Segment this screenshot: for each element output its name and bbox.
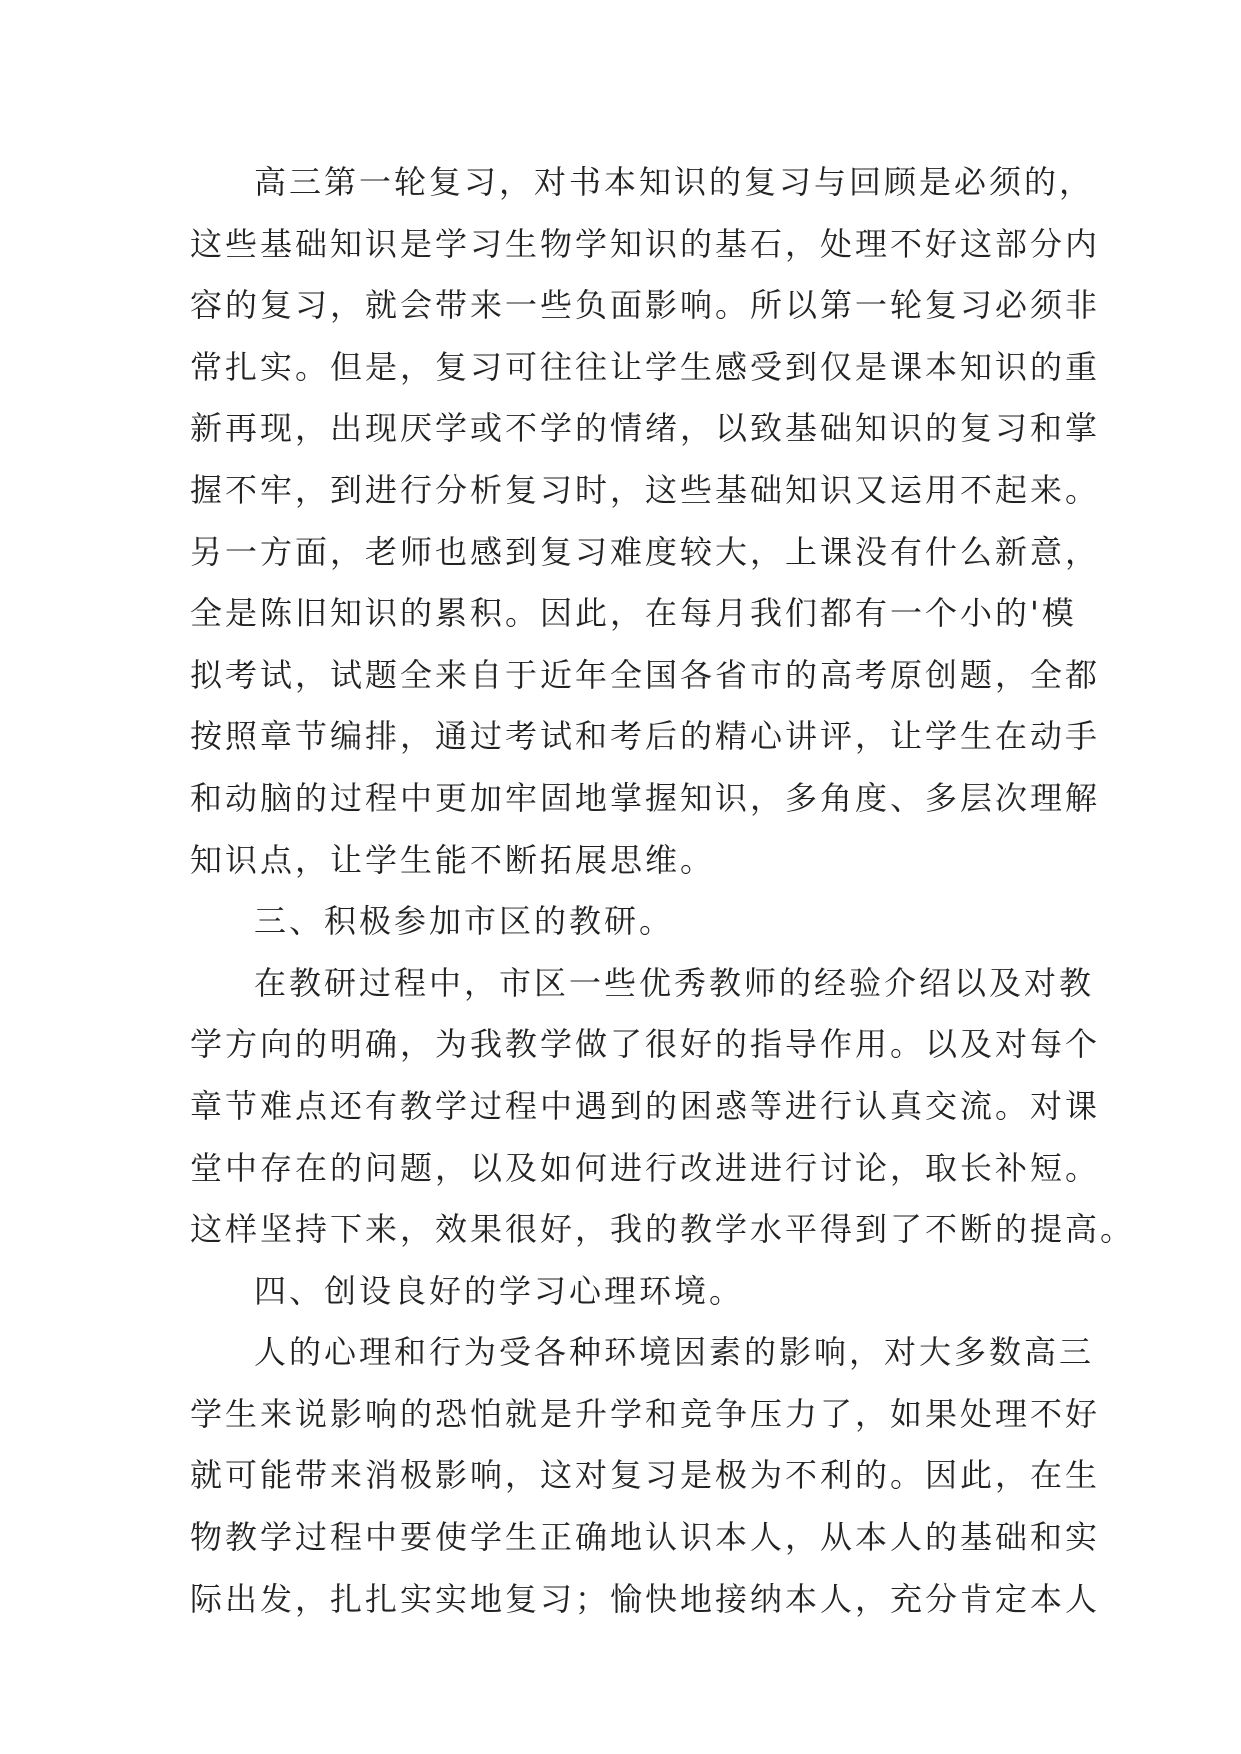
document-body <box>190 152 1136 1630</box>
text-line: 握不牢，到进行分析复习时，这些基础知识又运用不起来。 <box>190 470 1101 509</box>
text-line: 高三第一轮复习，对书本知识的复习与回顾是必须的， <box>254 163 1095 201</box>
text-line: 新再现，出现厌学或不学的情绪，以致基础知识的复习和掌 <box>190 409 1101 448</box>
text-line: 四、创设良好的学习心理环境。 <box>254 1271 745 1310</box>
text-line: 容的复习，就会带来一些负面影响。所以第一轮复习必须非 <box>190 286 1101 325</box>
text-line: 就可能带来消极影响，这对复习是极为不利的。因此，在生 <box>190 1456 1101 1495</box>
text-line: 章节难点还有教学过程中遇到的困惑等进行认真交流。对课 <box>190 1086 1101 1125</box>
text-line: 另一方面，老师也感到复习难度较大，上课没有什么新意， <box>190 532 1101 571</box>
text-line: 学方向的明确，为我教学做了很好的指导作用。以及对每个 <box>190 1025 1101 1064</box>
text-line: 物教学过程中要使学生正确地认识本人，从本人的基础和实 <box>190 1518 1101 1557</box>
text-line: 拟考试，试题全来自于近年全国各省市的高考原创题，全都 <box>190 655 1101 694</box>
text-line: 三、积极参加市区的教研。 <box>254 902 675 941</box>
text-line: 知识点，让学生能不断拓展思维。 <box>190 840 716 879</box>
text-line: 和动脑的过程中更加牢固地掌握知识，多角度、多层次理解 <box>190 778 1101 817</box>
text-line: 学生来说影响的恐怕就是升学和竞争压力了，如果处理不好 <box>190 1394 1101 1433</box>
text-line: 堂中存在的问题，以及如何进行改进进行讨论，取长补短。 <box>190 1148 1101 1187</box>
text-line: 这样坚持下来，效果很好，我的教学水平得到了不断的提高。 <box>190 1210 1136 1249</box>
text-line: 常扎实。但是，复习可往往让学生感受到仅是课本知识的重 <box>190 347 1101 386</box>
text-line: 在教研过程中，市区一些优秀教师的经验介绍以及对教 <box>254 963 1095 1002</box>
text-line: 全是陈旧知识的累积。因此，在每月我们都有一个小的'模 <box>190 594 1077 633</box>
text-line: 际出发，扎扎实实地复习；愉快地接纳本人，充分肯定本人 <box>190 1579 1101 1618</box>
text-line: 按照章节编排，通过考试和考后的精心讲评，让学生在动手 <box>190 717 1101 756</box>
text-line: 这些基础知识是学习生物学知识的基石，处理不好这部分内 <box>190 224 1101 263</box>
text-line: 人的心理和行为受各种环境因素的影响，对大多数高三 <box>254 1333 1095 1372</box>
